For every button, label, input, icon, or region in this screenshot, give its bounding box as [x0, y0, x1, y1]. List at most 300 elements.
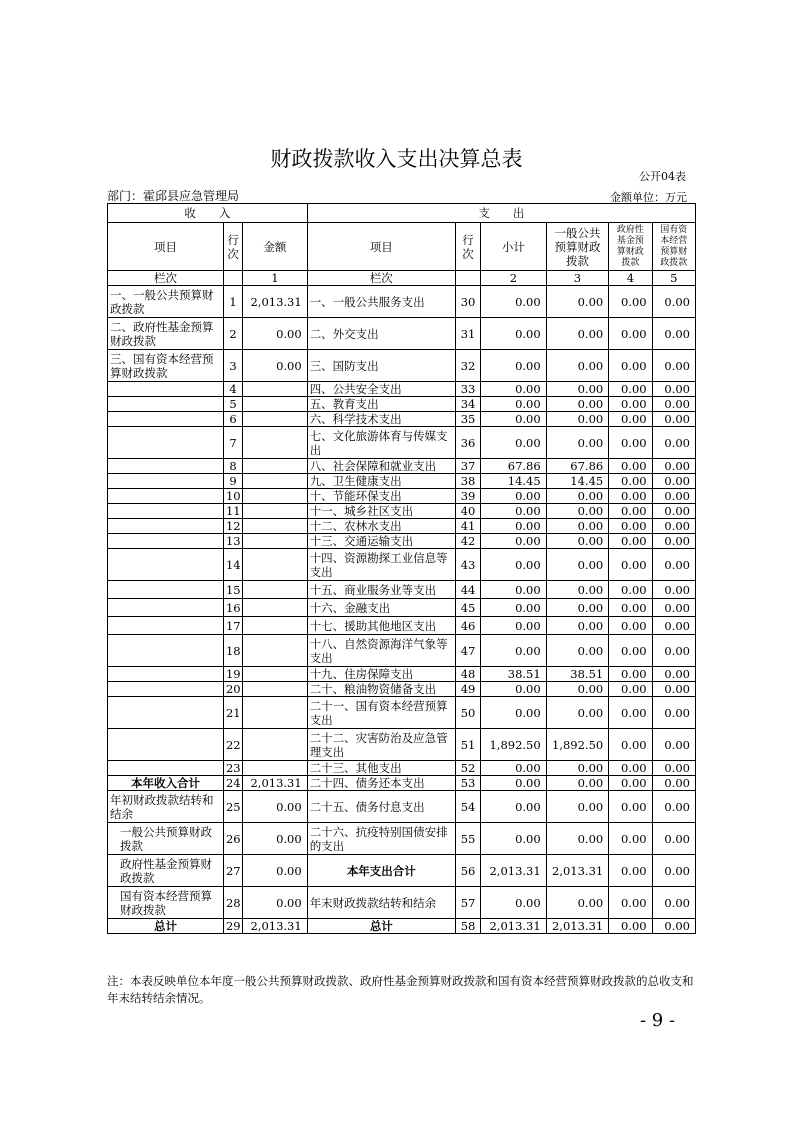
- expense-item: 十三、交通运输支出: [307, 534, 455, 549]
- income-amount: [243, 459, 308, 474]
- expense-item: 八、社会保障和就业支出: [307, 459, 455, 474]
- income-row-no: 4: [223, 382, 242, 397]
- expense-row-no: 30: [455, 286, 480, 318]
- gov-fund-amount: 0.00: [609, 919, 652, 934]
- expense-row-no: 50: [455, 697, 480, 729]
- table-row: [108, 761, 696, 776]
- gov-fund-amount: 0.00: [609, 635, 652, 667]
- expense-row-no: 52: [455, 761, 480, 776]
- expense-row-no: 57: [455, 887, 480, 919]
- expense-subtotal: 0.00: [481, 427, 547, 459]
- expense-subtotal: 0.00: [481, 397, 547, 412]
- expense-row-no: 48: [455, 667, 480, 682]
- income-amount: [243, 682, 308, 697]
- table-row: [108, 635, 696, 667]
- gov-fund-amount: 0.00: [609, 382, 652, 397]
- general-budget-amount: 0.00: [546, 504, 609, 519]
- income-row-no: 19: [223, 667, 242, 682]
- expense-item: 七、文化旅游体育与传媒支出: [307, 427, 455, 459]
- expense-subtotal: 0.00: [481, 635, 547, 667]
- general-budget-amount: 0.00: [546, 682, 609, 697]
- expense-row-no: 43: [455, 549, 480, 581]
- expense-item: 三、国防支出: [307, 350, 455, 382]
- general-budget-amount: 38.51: [546, 667, 609, 682]
- income-row-no: 24: [223, 776, 242, 791]
- gov-fund-amount: 0.00: [609, 427, 652, 459]
- expense-item: 二十三、其他支出: [307, 761, 455, 776]
- general-budget-amount: 2,013.31: [546, 855, 609, 887]
- gov-fund-amount: 0.00: [609, 350, 652, 382]
- table-number: 公开04表: [639, 170, 686, 183]
- income-row-no: 20: [223, 682, 242, 697]
- expense-item: 二十五、债务付息支出: [307, 791, 455, 823]
- expense-item: 总计: [307, 919, 455, 934]
- expense-subtotal: 0.00: [481, 823, 547, 855]
- income-item: 一、一般公共预算财政拨款: [108, 286, 224, 318]
- expense-subtotal: 0.00: [481, 791, 547, 823]
- expense-item: 九、卫生健康支出: [307, 474, 455, 489]
- state-capital-amount: 0.00: [652, 791, 695, 823]
- expense-row-no: 35: [455, 412, 480, 427]
- income-amount: 2,013.31: [243, 776, 308, 791]
- expense-header: 支 出: [307, 204, 695, 223]
- income-row-no: 10: [223, 489, 242, 504]
- expense-subtotal: 1,892.50: [481, 729, 547, 761]
- expense-item: 十七、援助其他地区支出: [307, 617, 455, 635]
- expense-item: 本年支出合计: [307, 855, 455, 887]
- state-capital-amount: 0.00: [652, 823, 695, 855]
- state-capital-amount: 0.00: [652, 318, 695, 350]
- expense-item: 六、科学技术支出: [307, 412, 455, 427]
- table-row: [108, 581, 696, 599]
- general-budget-amount: 0.00: [546, 791, 609, 823]
- income-row-no: 14: [223, 549, 242, 581]
- income-item: [108, 474, 224, 489]
- expense-item: 二十四、债务还本支出: [307, 776, 455, 791]
- expense-row-no: 31: [455, 318, 480, 350]
- expense-subtotal: 0.00: [481, 581, 547, 599]
- general-budget-amount: 0.00: [546, 489, 609, 504]
- expense-subtotal: 0.00: [481, 412, 547, 427]
- gov-fund-amount: 0.00: [609, 667, 652, 682]
- table-row: [108, 397, 696, 412]
- expense-subtotal: 67.86: [481, 459, 547, 474]
- expense-item: 二十、粮油物资储备支出: [307, 682, 455, 697]
- expense-row-no: 41: [455, 519, 480, 534]
- expense-row-no: 32: [455, 350, 480, 382]
- gov-fund-amount: 0.00: [609, 318, 652, 350]
- state-capital-amount: 0.00: [652, 697, 695, 729]
- gov-fund-amount: 0.00: [609, 855, 652, 887]
- income-item: [108, 397, 224, 412]
- income-row-no: 12: [223, 519, 242, 534]
- state-capital-amount: 0.00: [652, 635, 695, 667]
- table-row: [108, 519, 696, 534]
- table-row: [108, 534, 696, 549]
- column-index-3: 3: [546, 271, 609, 286]
- expense-item: 十一、城乡社区支出: [307, 504, 455, 519]
- income-item: [108, 761, 224, 776]
- general-budget-amount: 0.00: [546, 382, 609, 397]
- general-budget-amount: 0.00: [546, 617, 609, 635]
- gov-fund-amount: 0.00: [609, 474, 652, 489]
- amount-unit-label: 金额单位：万元: [610, 191, 687, 204]
- general-budget-amount: 0.00: [546, 823, 609, 855]
- gov-fund-amount: 0.00: [609, 459, 652, 474]
- table-row: [108, 427, 696, 459]
- expense-subtotal: 0.00: [481, 286, 547, 318]
- gov-fund-amount: 0.00: [609, 549, 652, 581]
- state-capital-amount: 0.00: [652, 504, 695, 519]
- income-amount: [243, 635, 308, 667]
- income-row-no: 9: [223, 474, 242, 489]
- expense-subtotal: 0.00: [481, 682, 547, 697]
- subtotal-header: 小计: [481, 223, 547, 271]
- general-budget-amount: 0.00: [546, 887, 609, 919]
- gov-fund-amount: 0.00: [609, 617, 652, 635]
- table-row: [108, 489, 696, 504]
- state-capital-amount: 0.00: [652, 599, 695, 617]
- income-item: [108, 617, 224, 635]
- income-amount: 0.00: [243, 350, 308, 382]
- income-amount: 0.00: [243, 855, 308, 887]
- expense-item: 二十六、抗疫特别国债安排的支出: [307, 823, 455, 855]
- table-row: [108, 887, 696, 919]
- table-row: [108, 667, 696, 682]
- income-amount: [243, 617, 308, 635]
- general-budget-amount: 14.45: [546, 474, 609, 489]
- state-capital-amount: 0.00: [652, 459, 695, 474]
- expense-item: 五、教育支出: [307, 397, 455, 412]
- income-amount: [243, 599, 308, 617]
- income-item: [108, 682, 224, 697]
- general-budget-amount: 0.00: [546, 581, 609, 599]
- income-amount: 2,013.31: [243, 286, 308, 318]
- income-amount: [243, 489, 308, 504]
- gov-fund-amount: 0.00: [609, 682, 652, 697]
- general-budget-amount: 0.00: [546, 549, 609, 581]
- income-item: [108, 534, 224, 549]
- expense-item: 一、一般公共服务支出: [307, 286, 455, 318]
- income-item: [108, 729, 224, 761]
- general-budget-amount: 0.00: [546, 635, 609, 667]
- page-number: - 9 -: [640, 1010, 676, 1031]
- expense-subtotal: 38.51: [481, 667, 547, 682]
- state-capital-amount: 0.00: [652, 617, 695, 635]
- income-item: [108, 599, 224, 617]
- income-amount: [243, 761, 308, 776]
- expense-item: 二十二、灾害防治及应急管理支出: [307, 729, 455, 761]
- gov-fund-amount: 0.00: [609, 286, 652, 318]
- expense-row-no: 51: [455, 729, 480, 761]
- income-item: [108, 427, 224, 459]
- state-capital-amount: 0.00: [652, 519, 695, 534]
- income-item: [108, 489, 224, 504]
- state-capital-amount: 0.00: [652, 534, 695, 549]
- gov-fund-amount: 0.00: [609, 519, 652, 534]
- expense-item: 二、外交支出: [307, 318, 455, 350]
- state-capital-amount: 0.00: [652, 729, 695, 761]
- expense-row-no: 36: [455, 427, 480, 459]
- gov-fund-amount: 0.00: [609, 534, 652, 549]
- gov-fund-amount: 0.00: [609, 581, 652, 599]
- general-budget-amount: 0.00: [546, 761, 609, 776]
- general-budget-amount: 1,892.50: [546, 729, 609, 761]
- general-budget-amount: 0.00: [546, 427, 609, 459]
- income-item: 本年收入合计: [108, 776, 224, 791]
- expense-row-no: 40: [455, 504, 480, 519]
- state-capital-amount: 0.00: [652, 761, 695, 776]
- income-row-no: 8: [223, 459, 242, 474]
- expense-subtotal: 0.00: [481, 776, 547, 791]
- expense-row-no: 37: [455, 459, 480, 474]
- expense-row-no: 39: [455, 489, 480, 504]
- general-budget-header: 一般公共 预算财政 拨款: [546, 223, 609, 271]
- state-capital-amount: 0.00: [652, 382, 695, 397]
- income-item: [108, 382, 224, 397]
- table-row: [108, 855, 696, 887]
- gov-fund-amount: 0.00: [609, 412, 652, 427]
- income-amount: [243, 427, 308, 459]
- gov-fund-amount: 0.00: [609, 823, 652, 855]
- table-row: [108, 350, 696, 382]
- expense-row-no-header: 行 次: [455, 223, 480, 271]
- income-row-no: 29: [223, 919, 242, 934]
- income-amount: [243, 504, 308, 519]
- income-item: [108, 549, 224, 581]
- state-capital-amount: 0.00: [652, 855, 695, 887]
- income-item: [108, 519, 224, 534]
- expense-subtotal: 0.00: [481, 697, 547, 729]
- income-amount: [243, 697, 308, 729]
- expense-row-no: 47: [455, 635, 480, 667]
- income-row-no: 17: [223, 617, 242, 635]
- general-budget-amount: 0.00: [546, 534, 609, 549]
- table-row: [108, 791, 696, 823]
- general-budget-amount: 2,013.31: [546, 919, 609, 934]
- general-budget-amount: 0.00: [546, 697, 609, 729]
- income-amount: 0.00: [243, 318, 308, 350]
- expense-subtotal: 2,013.31: [481, 919, 547, 934]
- gov-fund-amount: 0.00: [609, 599, 652, 617]
- state-capital-amount: 0.00: [652, 919, 695, 934]
- expense-item: 十九、住房保障支出: [307, 667, 455, 682]
- expense-row-no: 44: [455, 581, 480, 599]
- gov-fund-amount: 0.00: [609, 791, 652, 823]
- expense-item: 十八、自然资源海洋气象等支出: [307, 635, 455, 667]
- expense-subtotal: 0.00: [481, 350, 547, 382]
- income-row-no: 11: [223, 504, 242, 519]
- expense-item: 十二、农林水支出: [307, 519, 455, 534]
- income-row-no: 26: [223, 823, 242, 855]
- state-capital-amount: 0.00: [652, 887, 695, 919]
- income-amount: 0.00: [243, 887, 308, 919]
- income-amount: [243, 382, 308, 397]
- income-item: 政府性基金预算财政拨款: [108, 855, 224, 887]
- expense-item-header: 项目: [307, 223, 455, 271]
- state-capital-amount: 0.00: [652, 549, 695, 581]
- expense-row-no: 33: [455, 382, 480, 397]
- general-budget-amount: 0.00: [546, 412, 609, 427]
- income-amount: [243, 729, 308, 761]
- income-row-no: 6: [223, 412, 242, 427]
- table-row: [108, 776, 696, 791]
- table-row: [108, 697, 696, 729]
- state-capital-amount: 0.00: [652, 776, 695, 791]
- gov-fund-amount: 0.00: [609, 504, 652, 519]
- state-capital-amount: 0.00: [652, 350, 695, 382]
- page-title: 财政拨款收入支出决算总表: [270, 147, 523, 171]
- expense-subtotal: 0.00: [481, 549, 547, 581]
- table-row: [108, 599, 696, 617]
- expense-subtotal: 0.00: [481, 318, 547, 350]
- income-row-no: 2: [223, 318, 242, 350]
- state-capital-amount: 0.00: [652, 397, 695, 412]
- expense-subtotal: 2,013.31: [481, 855, 547, 887]
- column-index-label-2: 栏次: [307, 271, 455, 286]
- table-row: [108, 823, 696, 855]
- expense-subtotal: 0.00: [481, 887, 547, 919]
- income-row-no: 3: [223, 350, 242, 382]
- gov-fund-amount: 0.00: [609, 489, 652, 504]
- income-amount: [243, 474, 308, 489]
- expense-item: 十、节能环保支出: [307, 489, 455, 504]
- gov-fund-amount: 0.00: [609, 397, 652, 412]
- income-item: [108, 697, 224, 729]
- expense-row-no: 55: [455, 823, 480, 855]
- expense-row-no: 46: [455, 617, 480, 635]
- gov-fund-amount: 0.00: [609, 776, 652, 791]
- income-item-header: 项目: [108, 223, 224, 271]
- expense-item: 年末财政拨款结转和结余: [307, 887, 455, 919]
- expense-row-no: 53: [455, 776, 480, 791]
- table-row: [108, 412, 696, 427]
- expense-row-no: 38: [455, 474, 480, 489]
- state-capital-amount: 0.00: [652, 286, 695, 318]
- income-amount: [243, 397, 308, 412]
- expense-row-no: 34: [455, 397, 480, 412]
- column-index-label: 栏次: [108, 271, 224, 286]
- income-item: [108, 459, 224, 474]
- table-row: [108, 318, 696, 350]
- income-item: [108, 635, 224, 667]
- expense-subtotal: 0.00: [481, 519, 547, 534]
- expense-subtotal: 0.00: [481, 534, 547, 549]
- column-index-5: 5: [652, 271, 695, 286]
- expense-item: 十五、商业服务业等支出: [307, 581, 455, 599]
- income-row-no: 13: [223, 534, 242, 549]
- income-amount: [243, 412, 308, 427]
- expense-row-no: 56: [455, 855, 480, 887]
- income-row-no: 23: [223, 761, 242, 776]
- state-capital-amount: 0.00: [652, 667, 695, 682]
- state-capital-amount: 0.00: [652, 581, 695, 599]
- income-item: 总计: [108, 919, 224, 934]
- column-index-1: 1: [243, 271, 308, 286]
- expense-item: 十六、金融支出: [307, 599, 455, 617]
- income-row-no: 1: [223, 286, 242, 318]
- expense-row-no: 42: [455, 534, 480, 549]
- income-header: 收 入: [108, 204, 308, 223]
- income-amount: [243, 549, 308, 581]
- state-capital-amount: 0.00: [652, 427, 695, 459]
- expense-subtotal: 0.00: [481, 599, 547, 617]
- column-index-2: 2: [481, 271, 547, 286]
- footnote: 注：本表反映单位本年度一般公共预算财政拨款、政府性基金预算财政拨款和国有资本经营预算财政拨款的总收支和年末结转结余情况。: [107, 974, 694, 1005]
- expense-row-no: 54: [455, 791, 480, 823]
- income-item: 二、政府性基金预算财政拨款: [108, 318, 224, 350]
- general-budget-amount: 0.00: [546, 599, 609, 617]
- gov-fund-amount: 0.00: [609, 761, 652, 776]
- expense-row-no: 45: [455, 599, 480, 617]
- table-row: [108, 474, 696, 489]
- table-row: [108, 286, 696, 318]
- expense-row-no: 49: [455, 682, 480, 697]
- expense-subtotal: 0.00: [481, 382, 547, 397]
- income-row-no: 18: [223, 635, 242, 667]
- gov-fund-amount: 0.00: [609, 729, 652, 761]
- table-row: [108, 729, 696, 761]
- income-amount: 0.00: [243, 791, 308, 823]
- income-row-no: 15: [223, 581, 242, 599]
- general-budget-amount: 0.00: [546, 350, 609, 382]
- income-amount: [243, 581, 308, 599]
- income-row-no: 5: [223, 397, 242, 412]
- income-item: [108, 667, 224, 682]
- table-row: [108, 919, 696, 934]
- income-row-no: 22: [223, 729, 242, 761]
- income-amount: 2,013.31: [243, 919, 308, 934]
- expense-subtotal: 0.00: [481, 761, 547, 776]
- gov-fund-amount: 0.00: [609, 887, 652, 919]
- income-row-no: 27: [223, 855, 242, 887]
- income-row-no: 25: [223, 791, 242, 823]
- income-item: [108, 581, 224, 599]
- income-row-no: 28: [223, 887, 242, 919]
- income-item: 国有资本经营预算财政拨款: [108, 887, 224, 919]
- expense-item: 二十一、国有资本经营预算支出: [307, 697, 455, 729]
- state-capital-amount: 0.00: [652, 682, 695, 697]
- income-row-no: 21: [223, 697, 242, 729]
- income-amount: [243, 519, 308, 534]
- column-index-4: 4: [609, 271, 652, 286]
- income-item: [108, 412, 224, 427]
- general-budget-amount: 0.00: [546, 286, 609, 318]
- gov-fund-header: 政府性 基金预 算财政 拨款: [609, 223, 652, 271]
- expense-subtotal: 0.00: [481, 504, 547, 519]
- department-label: 部门：霍邱县应急管理局: [107, 189, 240, 203]
- state-capital-amount: 0.00: [652, 412, 695, 427]
- state-capital-header: 国有资 本经营 预算财 政拨款: [652, 223, 695, 271]
- state-capital-amount: 0.00: [652, 489, 695, 504]
- income-row-no-header: 行 次: [223, 223, 242, 271]
- income-row-no: 16: [223, 599, 242, 617]
- general-budget-amount: 67.86: [546, 459, 609, 474]
- income-item: 年初财政拨款结转和结余: [108, 791, 224, 823]
- income-item: [108, 504, 224, 519]
- income-amount: [243, 667, 308, 682]
- general-budget-amount: 0.00: [546, 318, 609, 350]
- income-item: 三、国有资本经营预算财政拨款: [108, 350, 224, 382]
- summary-table: [107, 203, 696, 934]
- expense-subtotal: 0.00: [481, 489, 547, 504]
- expense-item: 十四、资源勘探工业信息等支出: [307, 549, 455, 581]
- income-amount: 0.00: [243, 823, 308, 855]
- income-row-no: 7: [223, 427, 242, 459]
- expense-row-no: 58: [455, 919, 480, 934]
- table-row: [108, 382, 696, 397]
- table-row: [108, 459, 696, 474]
